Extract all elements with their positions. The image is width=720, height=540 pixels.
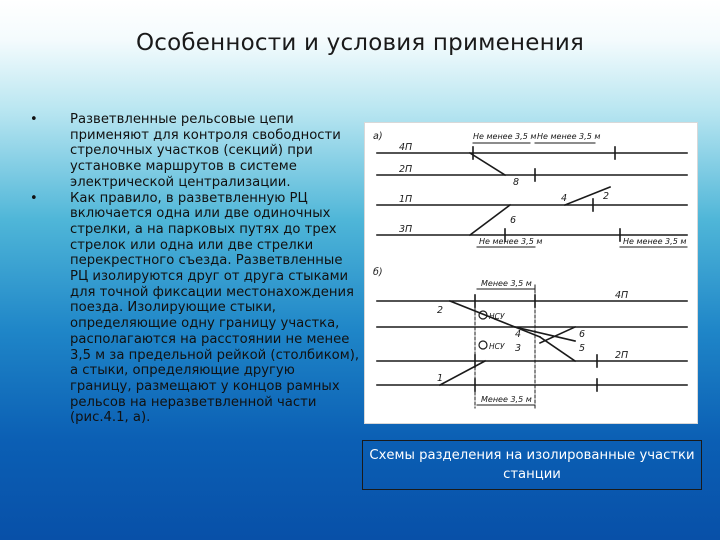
switch-number: 8 [513,177,520,188]
switch-line [440,361,485,385]
scheme-label-b: б) [373,267,383,278]
dimension-label: Не менее 3,5 м [473,132,537,141]
bullet-list [30,112,360,426]
bullet-text: Как правило, в разветвленную РЦ включается одна или две одиночных стрелки, а на парковых путях до трех стрелок или одна или две стрелки перекрестного съезда. Разветвленные РЦ изолируются друг от друга стыками для точной фиксации местонахождения поезда. Изолирующие стыки, определяющие одну границу участка, располагаются на расстоянии не менее 3,5 м за предельной рейкой (столбиком), а стыки, определяющие другую границу, размещают у концов рамных рельсов на неразветвленной части (рис.4.1, а). [70,190,360,426]
switch-number: 6 [579,329,586,340]
bullet-text: Разветвленные рельсовые цепи применяют для контроля свободности стрелочных участков (секций) при установке маршрутов в системе электрической централизации. [70,112,341,190]
nsu-label: НСУ [489,342,505,351]
track-label: 4П [615,290,629,301]
track-label: 2П [615,350,629,361]
track-label: 4П [399,142,413,153]
figure-caption: Схемы разделения на изолированные участки станции [362,440,702,490]
track-label: 2П [399,164,413,175]
switch-line [470,205,510,235]
dimension-label: Не менее 3,5 м [537,132,601,141]
nsu-label: НСУ [489,312,505,321]
switch-line [515,327,575,341]
scheme-label-a: а) [373,131,383,142]
bullet-marker: • [30,112,38,127]
bullet-item [30,191,360,427]
track-label: 3П [399,224,413,235]
switch-number: 5 [579,343,586,354]
dimension-label: Менее 3,5 м [481,395,532,404]
switch-line [540,327,575,343]
switch-number: 4 [561,193,568,204]
bullet-item [30,112,360,191]
dimension-label: Менее 3,5 м [481,279,532,288]
bullet-marker: • [30,190,38,206]
switch-number: 2 [437,305,444,316]
switch-number: 6 [510,215,517,226]
track-diagram-figure [364,122,698,424]
switch-number: 1 [437,373,444,384]
switch-number: 4 [515,329,522,340]
slide-title: Особенности и условия применения [135,30,585,56]
switch-number: 2 [603,191,610,202]
switch-line [470,153,505,175]
dimension-label: Не менее 3,5 м [479,237,543,246]
track-label: 1П [399,194,413,205]
track-scheme-drawing [365,123,697,423]
signal-circle [479,341,487,349]
switch-number: 3 [515,343,522,354]
dimension-label: Не менее 3,5 м [623,237,687,246]
